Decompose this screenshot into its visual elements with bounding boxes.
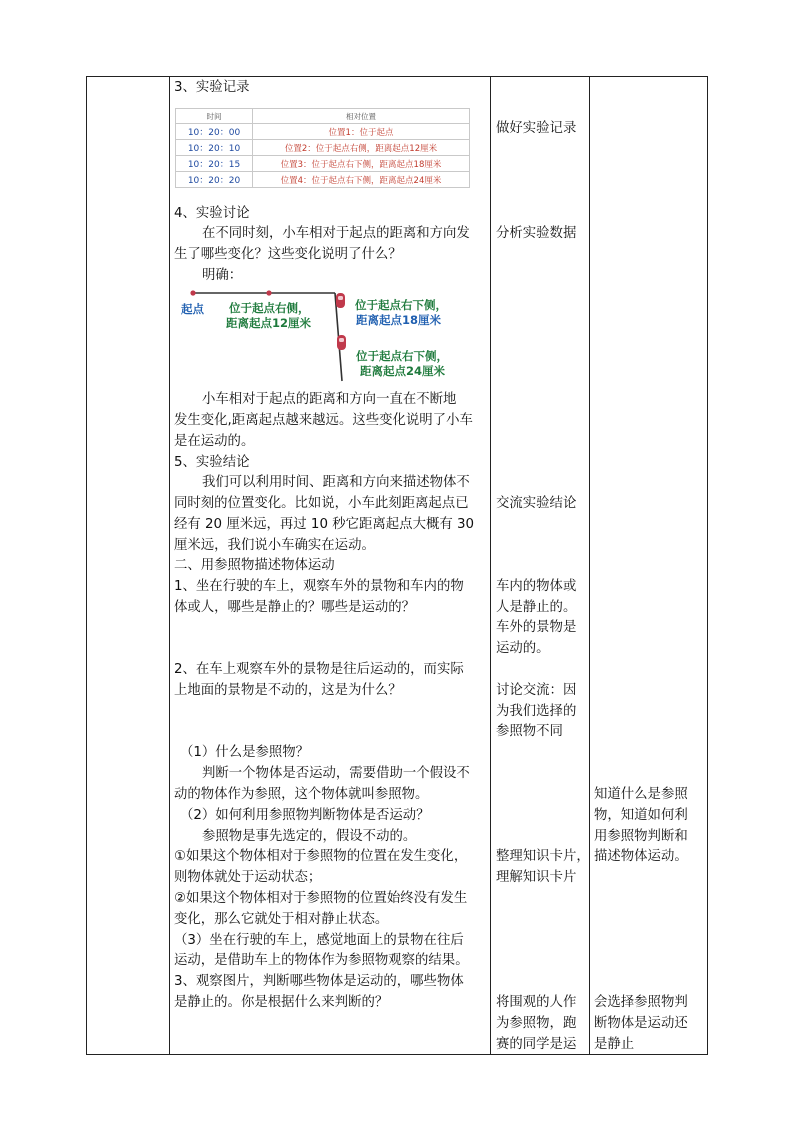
subheading: （1）什么是参照物？ xyxy=(180,745,310,760)
activity-text: 人是静止的。 xyxy=(496,600,577,615)
section-heading: 5、实验结论 xyxy=(174,455,250,470)
start-label: 起点 xyxy=(181,302,204,316)
activity-text: 做好实验记录 xyxy=(496,121,577,136)
position3-label-line1: 位于起点右下侧， xyxy=(355,298,447,312)
paragraph-line: 我们可以利用时间、距离和方向来描述物体不 xyxy=(202,475,470,490)
toy-car-icon xyxy=(337,335,346,350)
header-position: 相对位置 xyxy=(253,109,470,124)
section-heading: 4、实验讨论 xyxy=(174,206,250,221)
activity-text: 运动的。 xyxy=(496,641,550,656)
start-point-dot xyxy=(190,290,195,295)
time-cell: 10：20：15 xyxy=(176,156,253,172)
goal-text: 断物体是运动还 xyxy=(594,1016,688,1031)
question-line: 3、观察图片，判断哪些物体是运动的，哪些物体 xyxy=(174,974,464,989)
paragraph-line: ①如果这个物体相对于参照物的位置在发生变化， xyxy=(174,849,468,864)
activity-text: 整理知识卡片， xyxy=(496,849,590,864)
question-line: 2、在车上观察车外的景物是往后运动的，而实际 xyxy=(174,662,464,677)
table-row xyxy=(176,140,470,156)
paragraph-line: 经有 20 厘米远，再过 10 秒它距离起点大概有 30 xyxy=(174,517,475,532)
question-line: 体或人，哪些是静止的？哪些是运动的？ xyxy=(174,600,416,615)
paragraph-line: 是在运动的。 xyxy=(174,434,255,449)
paragraph-line: 在不同时刻，小车相对于起点的距离和方向发 xyxy=(202,226,470,241)
goal-text: 是静止 xyxy=(594,1037,635,1052)
activity-text: 参照物不同 xyxy=(496,724,563,739)
activity-text: 车内的物体或 xyxy=(496,579,577,594)
paragraph-line: 判断一个物体是否运动，需要借助一个假设不 xyxy=(202,766,470,781)
header-time: 时间 xyxy=(176,109,253,124)
paragraph-line: 小车相对于起点的距离和方向一直在不断地 xyxy=(202,392,457,407)
column-divider xyxy=(169,77,170,1054)
car-motion-diagram xyxy=(175,285,475,385)
paragraph-line: 参照物是事先选定的，假设不动的。 xyxy=(202,829,417,844)
activity-text: 讨论交流：因 xyxy=(496,683,577,698)
position4-label-line2: 距离起点24厘米 xyxy=(360,364,446,378)
table-row xyxy=(176,172,470,188)
paragraph-line: 动的物体作为参照，这个物体就叫参照物。 xyxy=(174,787,429,802)
table-header-row xyxy=(176,109,470,124)
paragraph-line: ②如果这个物体相对于参照物的位置始终没有发生 xyxy=(174,891,468,906)
goal-text: 会选择参照物判 xyxy=(594,995,688,1010)
activity-text: 赛的同学是运 xyxy=(496,1037,577,1052)
position-cell: 位置3：位于起点右下侧，距离起点18厘米 xyxy=(253,156,470,172)
paragraph-line: 则物体就处于运动状态； xyxy=(174,870,322,885)
paragraph-line: 变化，那么它就处于相对静止状态。 xyxy=(174,912,389,927)
position-cell: 位置1：位于起点 xyxy=(253,124,470,140)
question-line: 1、坐在行驶的车上，观察车外的景物和车内的物 xyxy=(174,579,464,594)
goal-text: 描述物体运动。 xyxy=(594,849,688,864)
paragraph-line: 厘米远，我们说小车确实在运动。 xyxy=(174,538,375,553)
time-cell: 10：20：20 xyxy=(176,172,253,188)
table-row xyxy=(176,156,470,172)
activity-text: 车外的景物是 xyxy=(496,620,577,635)
paragraph-line: 运动，是借助车上的物体作为参照物观察的结果。 xyxy=(174,953,469,968)
position2-label-line2: 距离起点12厘米 xyxy=(226,316,312,330)
goal-text: 知道什么是参照 xyxy=(594,787,688,802)
position-cell: 位置2：位于起点右侧，距离起点12厘米 xyxy=(253,140,470,156)
toy-car-icon xyxy=(336,293,345,308)
goal-text: 物，知道如何利 xyxy=(594,808,688,823)
position-dot xyxy=(266,290,271,295)
activity-text: 为我们选择的 xyxy=(496,704,577,719)
paragraph-line: 发生变化,距离起点越来越远。这些变化说明了小车 xyxy=(174,413,473,428)
table-row xyxy=(176,124,470,140)
position-cell: 位置4：位于起点右下侧，距离起点24厘米 xyxy=(253,172,470,188)
activity-text: 将围观的人作 xyxy=(496,995,577,1010)
position2-label-line1: 位于起点右侧， xyxy=(229,301,310,315)
section-heading: 3、实验记录 xyxy=(174,80,250,95)
position4-label-line1: 位于起点右下侧， xyxy=(356,349,448,363)
part-heading: 二、用参照物描述物体运动 xyxy=(174,558,335,573)
activity-text: 为参照物，跑 xyxy=(496,1016,577,1031)
activity-text: 分析实验数据 xyxy=(496,226,577,241)
goal-text: 用参照物判断和 xyxy=(594,829,688,844)
time-cell: 10：20：10 xyxy=(176,140,253,156)
activity-text: 交流实验结论 xyxy=(496,496,577,511)
paragraph-line: 同时刻的位置变化。比如说，小车此刻距离起点已 xyxy=(174,496,469,511)
experiment-record-table xyxy=(175,108,470,188)
column-divider xyxy=(589,77,590,1054)
question-line: 是静止的。你是根据什么来判断的？ xyxy=(174,995,389,1010)
clarify-label: 明确： xyxy=(202,268,243,283)
position3-label-line2: 距离起点18厘米 xyxy=(356,313,442,327)
subheading: （2）如何利用参照物判断物体是否运动？ xyxy=(180,808,430,823)
activity-text: 理解知识卡片 xyxy=(496,870,577,885)
paragraph-line: 生了哪些变化？这些变化说明了什么？ xyxy=(174,247,402,262)
time-cell: 10：20：00 xyxy=(176,124,253,140)
paragraph-line: （3）坐在行驶的车上，感觉地面上的景物在往后 xyxy=(174,933,464,948)
question-line: 上地面的景物是不动的，这是为什么？ xyxy=(174,683,402,698)
